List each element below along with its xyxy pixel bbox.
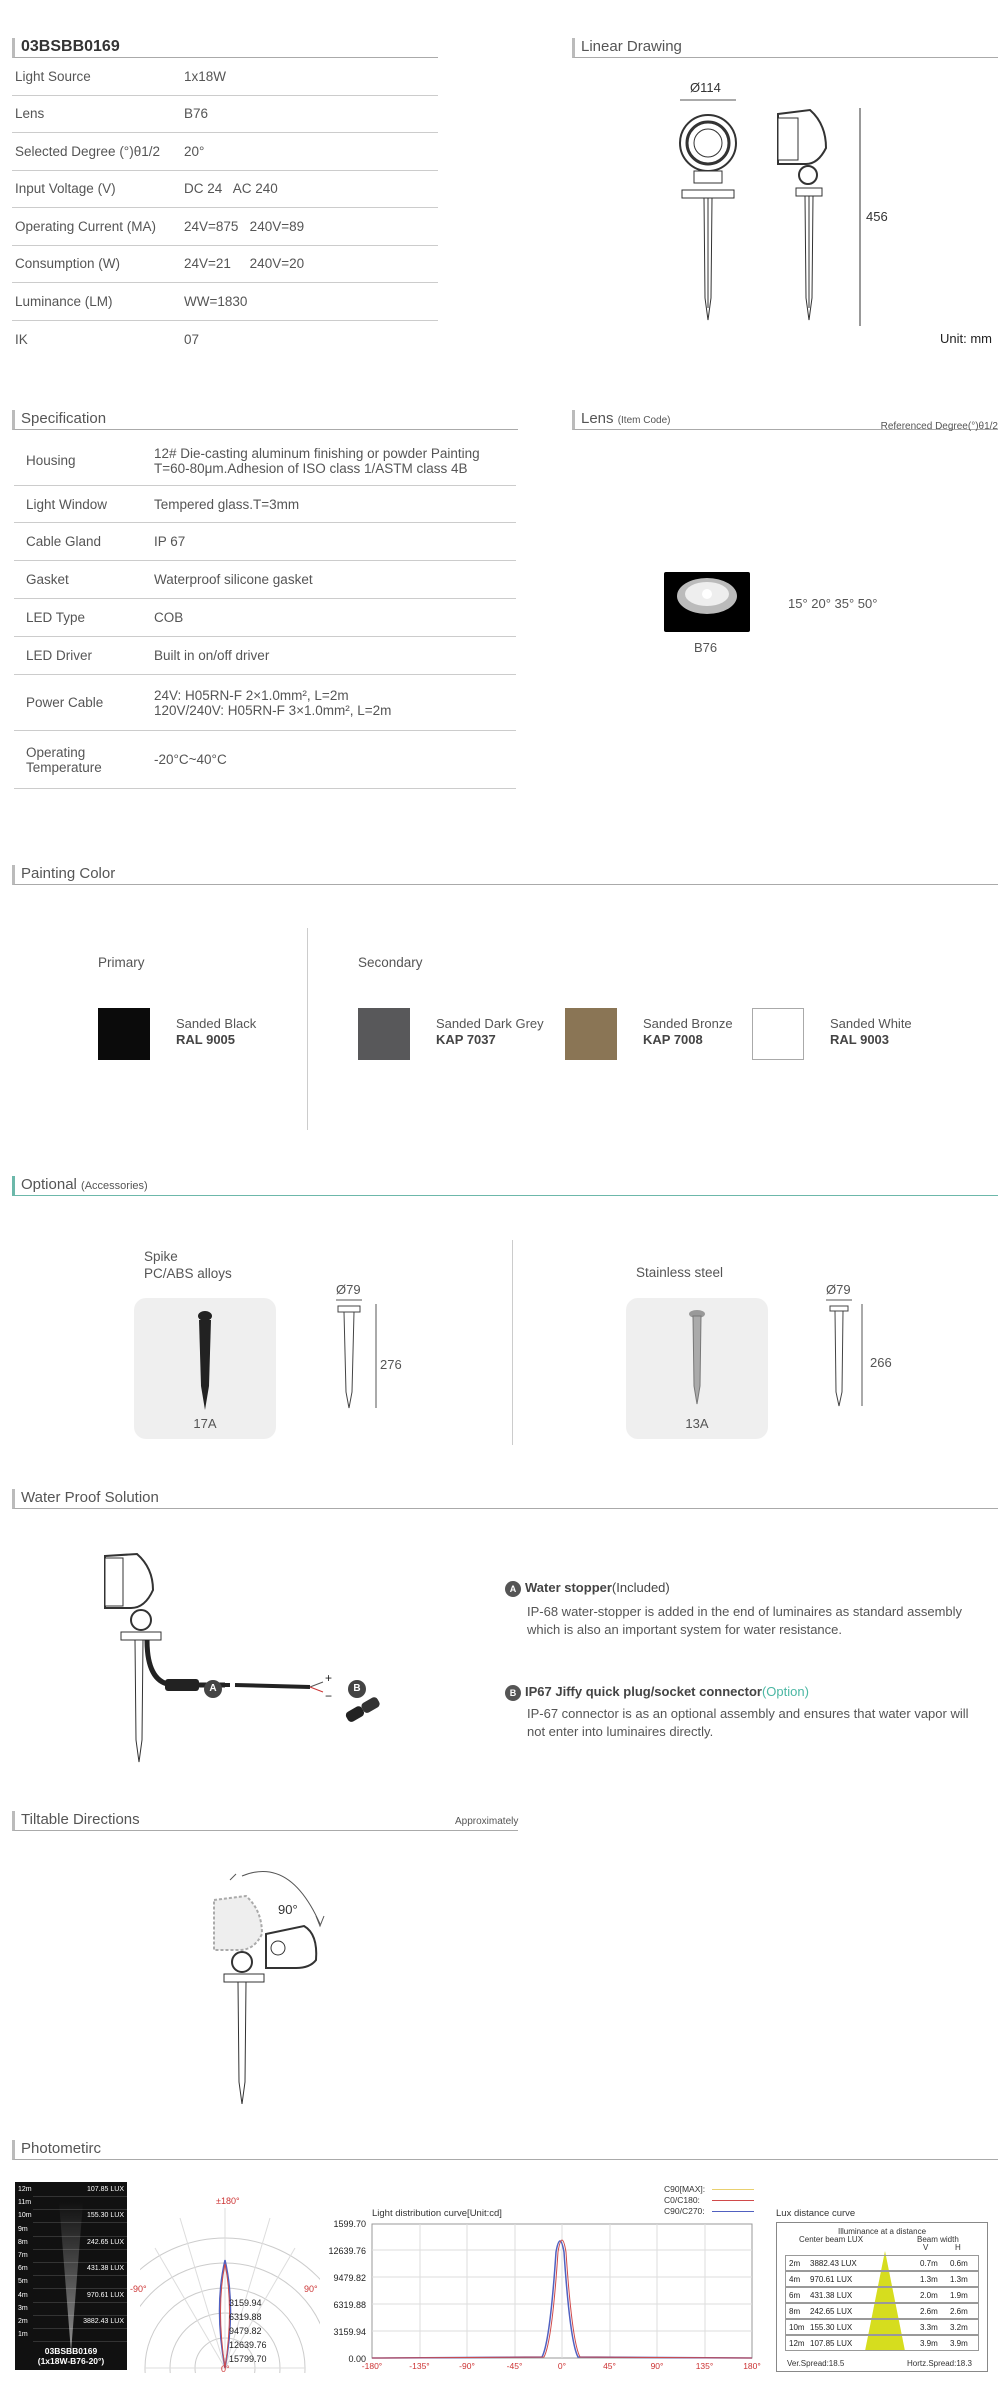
lux-h: H bbox=[955, 2243, 961, 2252]
polar-ring-label: 3159.94 bbox=[229, 2298, 262, 2308]
lux-vw: 1.3m bbox=[920, 2275, 938, 2284]
specification-value: IP 67 bbox=[154, 534, 186, 549]
specification-row bbox=[14, 637, 516, 675]
specification-value: 24V: H05RN-F 2×1.0mm², L=2m 120V/240V: H05RN-F 3×1.0mm², L=2m bbox=[154, 687, 392, 718]
spec-row bbox=[12, 246, 438, 284]
lens-title-text: Lens bbox=[581, 410, 614, 427]
lux-val: 431.38 LUX bbox=[810, 2291, 853, 2300]
specification-row bbox=[14, 523, 516, 561]
lux-val: 242.65 LUX bbox=[810, 2307, 853, 2316]
curve-ytick: 1599.70 bbox=[333, 2219, 366, 2229]
lux-vw: 3.3m bbox=[920, 2323, 938, 2332]
curve-legend-name: C90/C270: bbox=[664, 2206, 705, 2216]
curve-xtick: -180° bbox=[361, 2361, 383, 2371]
specification-label: Cable Gland bbox=[26, 534, 102, 549]
painting-divider bbox=[307, 928, 308, 1130]
color-label bbox=[643, 1016, 733, 1048]
lux-row bbox=[785, 2319, 979, 2335]
specification-row bbox=[14, 561, 516, 599]
lux-row bbox=[785, 2335, 979, 2351]
optional-title bbox=[12, 1176, 998, 1196]
lux-row bbox=[785, 2303, 979, 2319]
connector-text: IP-67 connector is as an optional assembly and ensures that water vapor will not enter into luminaires directly. bbox=[527, 1706, 969, 1739]
lux-vw: 0.7m bbox=[920, 2259, 938, 2268]
polar-bottom: 0° bbox=[221, 2364, 230, 2374]
optional-subtitle: (Accessories) bbox=[81, 1180, 148, 1192]
lux-d: 6m bbox=[789, 2291, 801, 2300]
curve-xtick: -135° bbox=[409, 2361, 430, 2371]
specification-title: Specification bbox=[12, 410, 518, 430]
connector-title: IP67 Jiffy quick plug/socket connector bbox=[525, 1684, 762, 1699]
spec-label: Selected Degree (°)θ1/2 bbox=[15, 143, 160, 159]
beam-dist: 9m bbox=[18, 2225, 28, 2233]
beam-caption-1: 03BSBB0169 bbox=[44, 2346, 98, 2356]
lux-hw: 3.2m bbox=[950, 2323, 968, 2332]
specification-row bbox=[14, 436, 516, 486]
painting-secondary-label: Secondary bbox=[358, 955, 423, 970]
lux-title: Lux distance curve bbox=[776, 2208, 856, 2219]
beam-dist: 2m bbox=[18, 2318, 28, 2325]
tiltable-angle: 90° bbox=[278, 1902, 298, 1917]
spike-pc-image bbox=[134, 1298, 276, 1418]
tiltable-diagram bbox=[200, 1864, 340, 2104]
beam-dist: 5m bbox=[18, 2278, 28, 2286]
lux-val: 107.85 LUX bbox=[810, 2339, 853, 2348]
curve-xtick: 45° bbox=[603, 2361, 616, 2371]
lux-table bbox=[776, 2222, 988, 2372]
beam-dist: 7m bbox=[18, 2252, 28, 2259]
color-name: Sanded White bbox=[830, 1016, 912, 1031]
beam-panel bbox=[15, 2182, 127, 2370]
spec-value: 24V=21 240V=20 bbox=[184, 256, 305, 272]
specification-row bbox=[14, 731, 516, 789]
beam-dist: 8m bbox=[18, 2238, 28, 2246]
spec-label: Luminance (LM) bbox=[15, 293, 113, 309]
spec-row bbox=[12, 58, 438, 96]
badge-b-diagram: B bbox=[348, 1680, 366, 1698]
polar-ring-label: 12639.76 bbox=[229, 2340, 267, 2350]
color-swatch[interactable] bbox=[752, 1008, 804, 1060]
water-stopper-title: Water stopper bbox=[525, 1580, 612, 1595]
curve-legend-swatch bbox=[712, 2189, 754, 2190]
curve-xtick: 135° bbox=[695, 2361, 714, 2371]
lux-hw: 1.9m bbox=[950, 2291, 968, 2300]
spec-row bbox=[12, 283, 438, 321]
beam-dist: 4m bbox=[18, 2291, 28, 2299]
beam-lux: 3882.43 LUX bbox=[83, 2318, 124, 2325]
specification-value: -20°C~40°C bbox=[154, 752, 227, 767]
polar-top: ±180° bbox=[216, 2196, 240, 2206]
badge-b: B bbox=[505, 1685, 521, 1701]
lux-ver: Ver.Spread:18.5 bbox=[787, 2359, 845, 2368]
curve-ytick: 3159.94 bbox=[333, 2327, 366, 2337]
lux-hw: 2.6m bbox=[950, 2307, 968, 2316]
spec-value: DC 24 AC 240 bbox=[184, 181, 278, 197]
lens-image bbox=[664, 572, 750, 632]
optional-item-height: 266 bbox=[870, 1355, 892, 1370]
specification-label: Housing bbox=[26, 453, 76, 468]
curve-legend-name: C90[MAX]: bbox=[664, 2184, 706, 2194]
curve-xtick: 180° bbox=[743, 2361, 761, 2371]
lens-degrees: 15° 20° 35° 50° bbox=[788, 596, 878, 611]
tiltable-title: Tiltable Directions bbox=[12, 1811, 518, 1831]
lens-subtitle: (Item Code) bbox=[617, 415, 671, 426]
lux-d: 12m bbox=[789, 2339, 805, 2348]
beam-dist: 6m bbox=[18, 2265, 28, 2273]
optional-item-card[interactable] bbox=[626, 1298, 768, 1439]
model-title: 03BSBB0169 bbox=[12, 38, 438, 58]
color-code: KAP 7037 bbox=[436, 1032, 496, 1047]
curve-xtick: -45° bbox=[506, 2361, 523, 2371]
optional-title-text: Optional bbox=[21, 1176, 77, 1193]
badge-a-diagram: A bbox=[204, 1680, 222, 1698]
lux-vw: 2.6m bbox=[920, 2307, 938, 2316]
lux-d: 10m bbox=[789, 2323, 805, 2332]
water-stopper-text: IP-68 water-stopper is added in the end of luminaires as standard assembly which is also an important system for water resistance. bbox=[527, 1604, 963, 1637]
water-stopper-block bbox=[505, 1580, 975, 1639]
color-swatch[interactable] bbox=[98, 1008, 150, 1060]
spec-value: 24V=875 240V=89 bbox=[184, 218, 305, 234]
color-code: RAL 9003 bbox=[830, 1032, 890, 1047]
optional-item-height: 276 bbox=[380, 1357, 402, 1372]
lux-val: 155.30 LUX bbox=[810, 2323, 853, 2332]
lux-hw: 0.6m bbox=[950, 2259, 968, 2268]
curve-ytick: 6319.88 bbox=[333, 2300, 366, 2310]
specification-label: Light Window bbox=[26, 496, 108, 512]
specification-row bbox=[14, 599, 516, 637]
spec-value: 20° bbox=[184, 143, 205, 159]
polar-right: 90° bbox=[304, 2284, 318, 2294]
specification-label: LED Type bbox=[26, 610, 86, 625]
spike-steel-image bbox=[626, 1298, 768, 1418]
lux-d: 8m bbox=[789, 2307, 801, 2316]
color-label bbox=[176, 1016, 256, 1048]
spec-label: IK bbox=[15, 331, 28, 347]
curve-ytick: 0.00 bbox=[348, 2354, 366, 2364]
optional-item-code: 17A bbox=[193, 1416, 217, 1431]
spec-label: Consumption (W) bbox=[15, 256, 121, 272]
specification-row bbox=[14, 486, 516, 523]
lux-col1: Center beam LUX bbox=[799, 2235, 864, 2244]
optional-item-diameter: Ø79 bbox=[826, 1282, 851, 1297]
lux-d: 2m bbox=[789, 2259, 801, 2268]
lux-hor: Hortz.Spread:18.3 bbox=[907, 2359, 972, 2368]
linear-drawing-diameter: Ø114 bbox=[690, 80, 721, 95]
beam-dist: 3m bbox=[18, 2304, 28, 2312]
beam-dist: 12m bbox=[18, 2186, 32, 2193]
lux-header: Illuminance at a distance bbox=[837, 2227, 927, 2236]
beam-dist: 11m bbox=[18, 2199, 32, 2207]
color-label bbox=[830, 1016, 912, 1048]
spec-value: B76 bbox=[184, 106, 209, 122]
beam-dist: 1m bbox=[18, 2331, 28, 2339]
specification-value: Tempered glass.T=3mm bbox=[154, 496, 300, 512]
badge-a: A bbox=[505, 1581, 521, 1597]
svg-text:+: + bbox=[325, 1671, 333, 1685]
curve-legend-name: C0/C180: bbox=[664, 2195, 700, 2205]
svg-text:−: − bbox=[325, 1689, 333, 1703]
lux-d: 4m bbox=[789, 2275, 801, 2284]
color-code: RAL 9005 bbox=[176, 1032, 236, 1047]
optional-item-title: Spike PC/ABS alloys bbox=[144, 1249, 232, 1281]
specification-value: Waterproof silicone gasket bbox=[154, 572, 313, 587]
spec-label: Input Voltage (V) bbox=[15, 181, 116, 197]
curve-ytick: 9479.82 bbox=[333, 2273, 366, 2283]
specification-label: LED Driver bbox=[26, 648, 93, 663]
polar-ring-label: 6319.88 bbox=[229, 2312, 262, 2322]
curve-title: Light distribution curve[Unit:cd] bbox=[372, 2208, 502, 2219]
curve-xtick: -90° bbox=[459, 2361, 475, 2371]
spec-row bbox=[12, 208, 438, 246]
waterproof-diagram bbox=[95, 1550, 425, 1770]
polar-left: -90° bbox=[130, 2284, 147, 2294]
spec-row bbox=[12, 171, 438, 209]
specification-value: Built in on/off driver bbox=[154, 648, 270, 663]
optional-item-card[interactable] bbox=[134, 1298, 276, 1439]
spec-row bbox=[12, 96, 438, 134]
color-name: Sanded Dark Grey bbox=[436, 1016, 544, 1031]
polar-ring-label: 9479.82 bbox=[229, 2326, 262, 2336]
curve-ytick: 12639.76 bbox=[328, 2246, 366, 2256]
polar-ring-label: 15799.70 bbox=[229, 2354, 267, 2364]
lens-code: B76 bbox=[694, 640, 718, 655]
spike-steel-drawing bbox=[822, 1296, 872, 1416]
spike-pc-drawing bbox=[332, 1296, 382, 1416]
specification-label: Operating Temperature bbox=[26, 744, 102, 775]
lux-col2: Beam width bbox=[917, 2235, 959, 2244]
specification-value: 12# Die-casting aluminum finishing or powder Painting T=60-80μm.Adhesion of ISO class 1/ASTM class 4B bbox=[154, 445, 480, 476]
curve-legend-swatch bbox=[712, 2200, 754, 2201]
linear-drawing-unit: Unit: mm bbox=[940, 331, 992, 346]
beam-lux: 431.38 LUX bbox=[87, 2265, 124, 2273]
beam-lux: 107.85 LUX bbox=[87, 2186, 124, 2193]
linear-drawing-title: Linear Drawing bbox=[572, 38, 998, 58]
optional-item-code: 13A bbox=[685, 1416, 709, 1431]
spec-value: 07 bbox=[184, 331, 200, 347]
lux-val: 970.61 LUX bbox=[810, 2275, 853, 2284]
beam-dist: 10m bbox=[18, 2212, 32, 2220]
spec-value: WW=1830 bbox=[184, 293, 248, 309]
linear-drawing-height: 456 bbox=[866, 209, 888, 224]
waterproof-title: Water Proof Solution bbox=[12, 1489, 998, 1509]
lux-row bbox=[785, 2255, 979, 2271]
connector-block bbox=[505, 1684, 975, 1741]
spec-row bbox=[12, 321, 438, 359]
linear-drawing-image bbox=[660, 98, 880, 338]
specification-label: Power Cable bbox=[26, 695, 104, 710]
color-name: Sanded Black bbox=[176, 1016, 257, 1031]
specification-value: COB bbox=[154, 610, 184, 625]
color-label bbox=[436, 1016, 544, 1048]
lux-hw: 3.9m bbox=[950, 2339, 968, 2348]
lux-vw: 3.9m bbox=[920, 2339, 938, 2348]
beam-lux: 970.61 LUX bbox=[87, 2291, 124, 2299]
specification-label: Gasket bbox=[26, 572, 69, 587]
color-name: Sanded Bronze bbox=[643, 1016, 733, 1031]
spec-row bbox=[12, 133, 438, 171]
spec-label: Light Source bbox=[15, 68, 91, 84]
lux-hw: 1.3m bbox=[950, 2275, 968, 2284]
lux-row bbox=[785, 2271, 979, 2287]
painting-title: Painting Color bbox=[12, 865, 998, 885]
optional-divider bbox=[512, 1240, 513, 1445]
beam-lux: 242.65 LUX bbox=[87, 2238, 124, 2246]
spec-label: Lens bbox=[15, 106, 45, 122]
optional-item-diameter: Ø79 bbox=[336, 1282, 361, 1297]
beam-cone bbox=[15, 2182, 127, 2370]
lux-row bbox=[785, 2287, 979, 2303]
lux-v: V bbox=[923, 2243, 929, 2252]
curve-chart bbox=[370, 2222, 754, 2372]
curve-xtick: 90° bbox=[650, 2361, 664, 2371]
specification-row bbox=[14, 675, 516, 731]
color-code: KAP 7008 bbox=[643, 1032, 703, 1047]
photometric-title: Photometirc bbox=[12, 2140, 998, 2160]
lens-ref-degree: Referenced Degree(°)θ1/2 bbox=[880, 421, 998, 432]
spec-label: Operating Current (MA) bbox=[15, 218, 157, 234]
water-stopper-paren: (Included) bbox=[611, 1580, 670, 1595]
lux-val: 3882.43 LUX bbox=[810, 2259, 857, 2268]
painting-primary-label: Primary bbox=[98, 955, 145, 970]
optional-item-title: Stainless steel bbox=[636, 1265, 724, 1280]
spec-value: 1x18W bbox=[184, 68, 227, 84]
lux-vw: 2.0m bbox=[920, 2291, 938, 2300]
curve-xtick: 0° bbox=[557, 2361, 567, 2371]
connector-paren: (Option) bbox=[761, 1684, 809, 1699]
beam-lux: 155.30 LUX bbox=[87, 2212, 124, 2220]
color-swatch[interactable] bbox=[565, 1008, 617, 1060]
curve-legend-swatch bbox=[712, 2211, 754, 2212]
color-swatch[interactable] bbox=[358, 1008, 410, 1060]
tiltable-note: Approximately bbox=[455, 1816, 519, 1827]
beam-caption-2: (1x18W-B76-20°) bbox=[37, 2356, 105, 2366]
